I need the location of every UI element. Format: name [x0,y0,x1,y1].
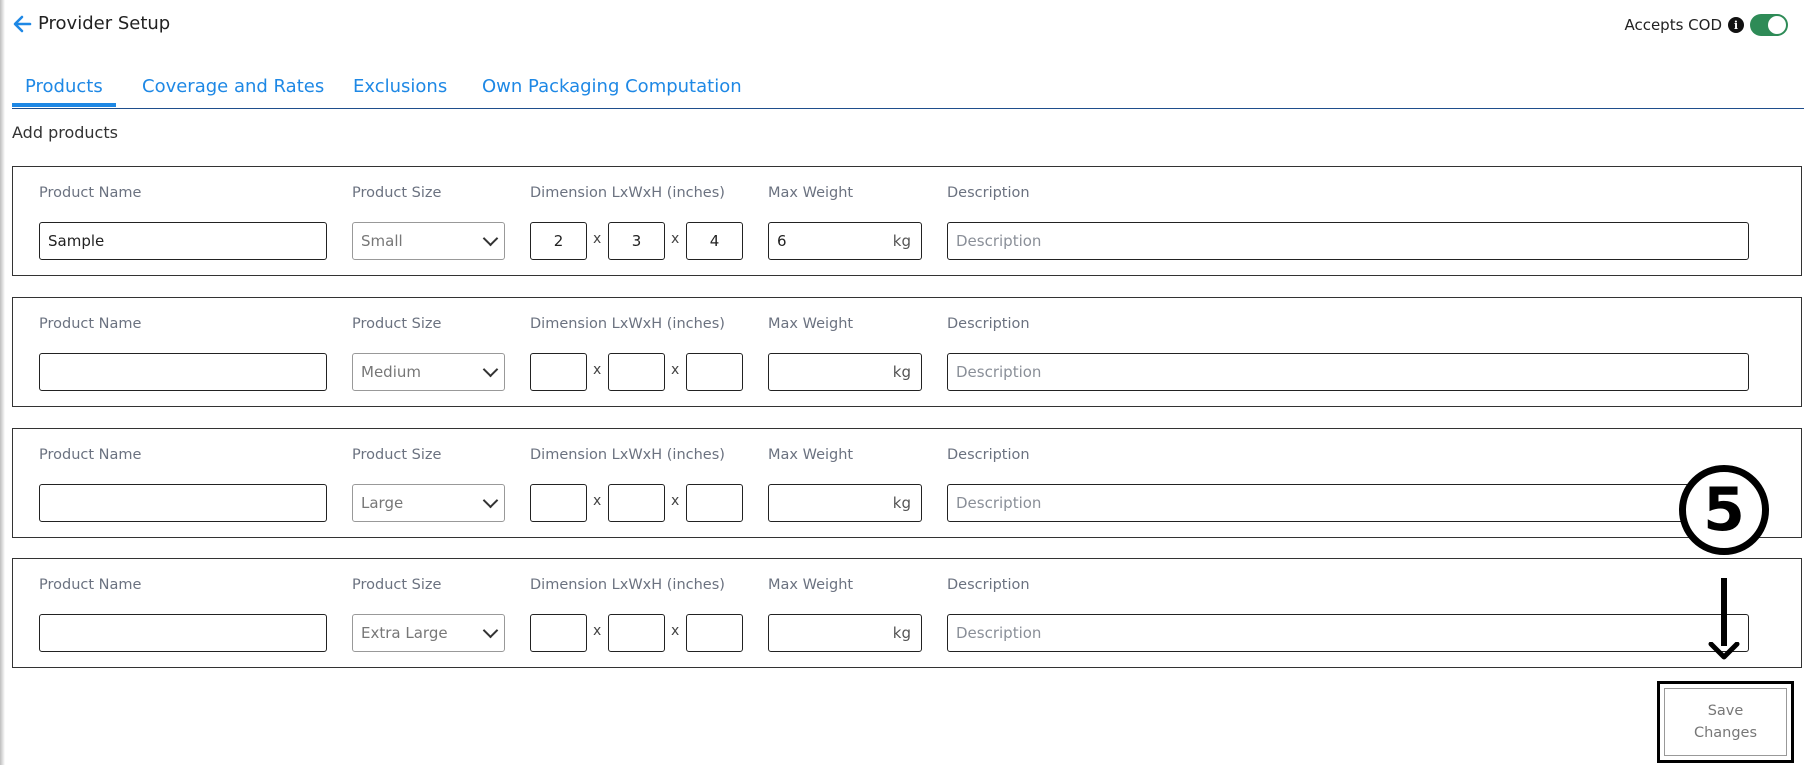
weight-unit: kg [892,232,911,250]
dimension-separator: x [593,623,602,639]
dimension-label: Dimension LxWxH (inches) [530,185,725,201]
width-input[interactable] [608,222,665,260]
tab-own-packaging-computation[interactable]: Own Packaging Computation [482,76,742,97]
step-annotation-circle: 5 [1679,465,1769,555]
width-value: 3 [631,232,642,250]
tab-coverage-and-rates[interactable]: Coverage and Rates [142,76,325,97]
product-card [12,558,1802,668]
product-size-label: Product Size [352,316,442,332]
chevron-down-icon [483,623,499,639]
description-placeholder: Description [956,232,1042,250]
arrow-down-icon [1708,642,1740,660]
product-name-input[interactable] [39,222,327,260]
dimension-separator: x [671,231,680,247]
dimension-separator: x [593,493,602,509]
description-input[interactable] [947,353,1749,391]
dimension-separator: x [593,362,602,378]
length-input[interactable] [530,614,587,652]
product-size-label: Product Size [352,447,442,463]
description-label: Description [947,316,1030,332]
max-weight-label: Max Weight [768,316,854,332]
tab-products[interactable]: Products [12,76,116,107]
chevron-down-icon [483,231,499,247]
dimension-separator: x [671,362,680,378]
width-input[interactable] [608,353,665,391]
description-placeholder: Description [956,494,1042,512]
length-input[interactable] [530,353,587,391]
product-card [12,428,1802,538]
product-size-label: Product Size [352,185,442,201]
max-weight-value: 6 [777,232,787,250]
arrow-left-icon[interactable] [12,12,32,36]
product-name-value: Sample [48,232,105,250]
product-size-value: Small [361,232,403,250]
description-input[interactable] [947,614,1749,652]
height-input[interactable] [686,222,743,260]
cod-setting [1624,12,1788,38]
max-weight-input[interactable] [768,222,922,260]
page-title: Provider Setup [38,13,171,34]
dimension-separator: x [671,623,680,639]
product-size-value: Extra Large [361,624,448,642]
description-label: Description [947,447,1030,463]
dimension-separator: x [593,231,602,247]
product-card [12,297,1802,407]
weight-unit: kg [892,494,911,512]
chevron-down-icon [483,362,499,378]
product-size-value: Medium [361,363,421,381]
dimension-separator: x [671,493,680,509]
save-label [1694,700,1757,744]
length-value: 2 [553,232,564,250]
dimension-label: Dimension LxWxH (inches) [530,316,725,332]
max-weight-label: Max Weight [768,185,854,201]
page-header [12,10,1808,40]
height-input[interactable] [686,353,743,391]
description-label: Description [947,185,1030,201]
product-name-input[interactable] [39,353,327,391]
window-edge-shadow [0,0,5,765]
product-size-select[interactable] [352,484,505,522]
dimension-label: Dimension LxWxH (inches) [530,447,725,463]
product-card [12,166,1802,276]
section-label: Add products [12,123,118,142]
product-size-value: Large [361,494,404,512]
tab-bar [12,72,1804,109]
info-icon[interactable]: i [1728,17,1744,33]
width-input[interactable] [608,614,665,652]
description-input[interactable] [947,484,1749,522]
toggle-knob [1768,16,1786,34]
product-name-label: Product Name [39,316,142,332]
product-name-label: Product Name [39,447,142,463]
save-label-line2: Changes [1693,725,1758,741]
description-placeholder: Description [956,624,1042,642]
product-size-label: Product Size [352,577,442,593]
dimension-label: Dimension LxWxH (inches) [530,577,725,593]
length-input[interactable] [530,222,587,260]
max-weight-input[interactable] [768,614,922,652]
height-input[interactable] [686,484,743,522]
chevron-down-icon [483,493,499,509]
tab-exclusions[interactable]: Exclusions [353,76,448,97]
save-changes-button[interactable] [1664,688,1787,756]
product-name-label: Product Name [39,185,142,201]
annotation-arrow-shaft [1721,578,1727,646]
weight-unit: kg [892,624,911,642]
max-weight-label: Max Weight [768,447,854,463]
max-weight-label: Max Weight [768,577,854,593]
product-name-input[interactable] [39,484,327,522]
description-placeholder: Description [956,363,1042,381]
height-value: 4 [709,232,720,250]
weight-unit: kg [892,363,911,381]
width-input[interactable] [608,484,665,522]
product-size-select[interactable] [352,614,505,652]
max-weight-input[interactable] [768,353,922,391]
save-label-line1: Save [1707,703,1744,719]
product-size-select[interactable] [352,222,505,260]
description-input[interactable] [947,222,1749,260]
save-highlight-frame [1657,681,1794,763]
product-name-label: Product Name [39,577,142,593]
length-input[interactable] [530,484,587,522]
product-name-input[interactable] [39,614,327,652]
description-label: Description [947,577,1030,593]
cod-toggle[interactable] [1750,14,1788,36]
cod-label: Accepts COD [1624,16,1722,34]
product-size-select[interactable] [352,353,505,391]
height-input[interactable] [686,614,743,652]
max-weight-input[interactable] [768,484,922,522]
